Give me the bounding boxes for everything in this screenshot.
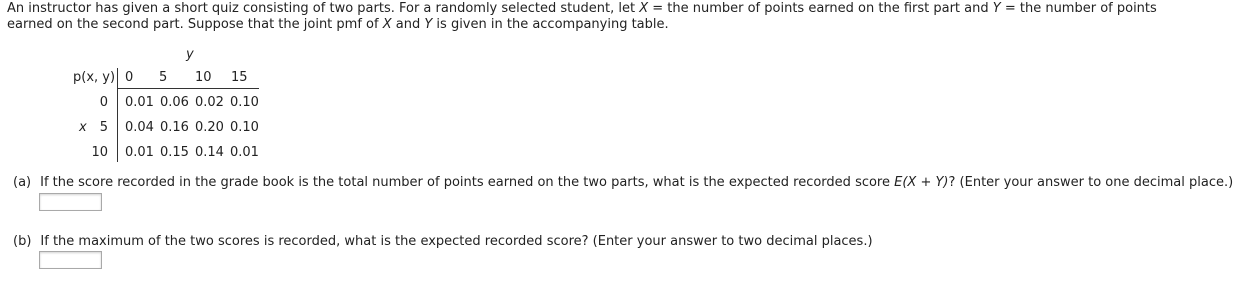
pmf-cell: 0.16 <box>160 120 189 135</box>
pmf-cell: 0.10 <box>230 120 259 135</box>
intro-text: = the number of points earned on the first part and <box>648 1 993 16</box>
pmf-cell: 0.10 <box>230 95 259 110</box>
variable-x: X <box>382 17 392 32</box>
pmf-corner-label: p(x, y) <box>73 70 116 85</box>
table-vertical-rule <box>117 68 118 162</box>
pmf-cell: 0.15 <box>160 145 189 160</box>
y-axis-header: y <box>186 47 194 62</box>
question-a <box>13 175 1233 191</box>
pmf-cell: 0.01 <box>125 95 154 110</box>
variable-x: X <box>639 1 649 16</box>
question-a-text: If the score recorded in the grade book is the total number of points earned on the two parts, what is the expected recorded score <box>40 175 895 190</box>
intro-text: is given in the accompanying table. <box>432 17 669 32</box>
question-b-label: (b) <box>13 234 32 249</box>
x-axis-label: x <box>79 120 87 135</box>
x-value: 5 <box>99 120 108 135</box>
y-value-header: 0 <box>125 70 134 85</box>
pmf-cell: 0.20 <box>195 120 224 135</box>
answer-a-input[interactable] <box>39 193 102 211</box>
intro-text: and <box>391 17 425 32</box>
pmf-cell: 0.14 <box>195 145 224 160</box>
question-a-text: ? (Enter your answer to one decimal place.) <box>948 175 1233 190</box>
answer-b-input[interactable] <box>39 251 102 269</box>
pmf-cell: 0.01 <box>230 145 259 160</box>
pmf-cell: 0.06 <box>160 95 189 110</box>
variable-y: Y <box>992 1 1001 16</box>
question-b-text: If the maximum of the two scores is recorded, what is the expected recorded score? (Enter your answer to two decimal places.) <box>40 234 873 249</box>
pmf-cell: 0.04 <box>125 120 154 135</box>
expectation-expression: E(X + Y) <box>894 175 949 190</box>
question-b <box>13 234 873 250</box>
question-a-label: (a) <box>13 175 32 190</box>
x-value: 10 <box>91 145 108 160</box>
intro-text: An instructor has given a short quiz consisting of two parts. For a randomly selected student, let <box>7 1 640 16</box>
y-value-header: 5 <box>159 70 168 85</box>
y-value-header: 10 <box>195 70 212 85</box>
joint-pmf-table <box>0 0 400 170</box>
pmf-cell: 0.02 <box>195 95 224 110</box>
table-horizontal-rule <box>117 88 259 89</box>
pmf-cell: 0.01 <box>125 145 154 160</box>
x-value: 0 <box>99 95 108 110</box>
variable-y: Y <box>424 17 433 32</box>
intro-text: = the number of points earned on the second part. Suppose that the joint pmf of <box>7 1 1157 32</box>
y-value-header: 15 <box>231 70 248 85</box>
